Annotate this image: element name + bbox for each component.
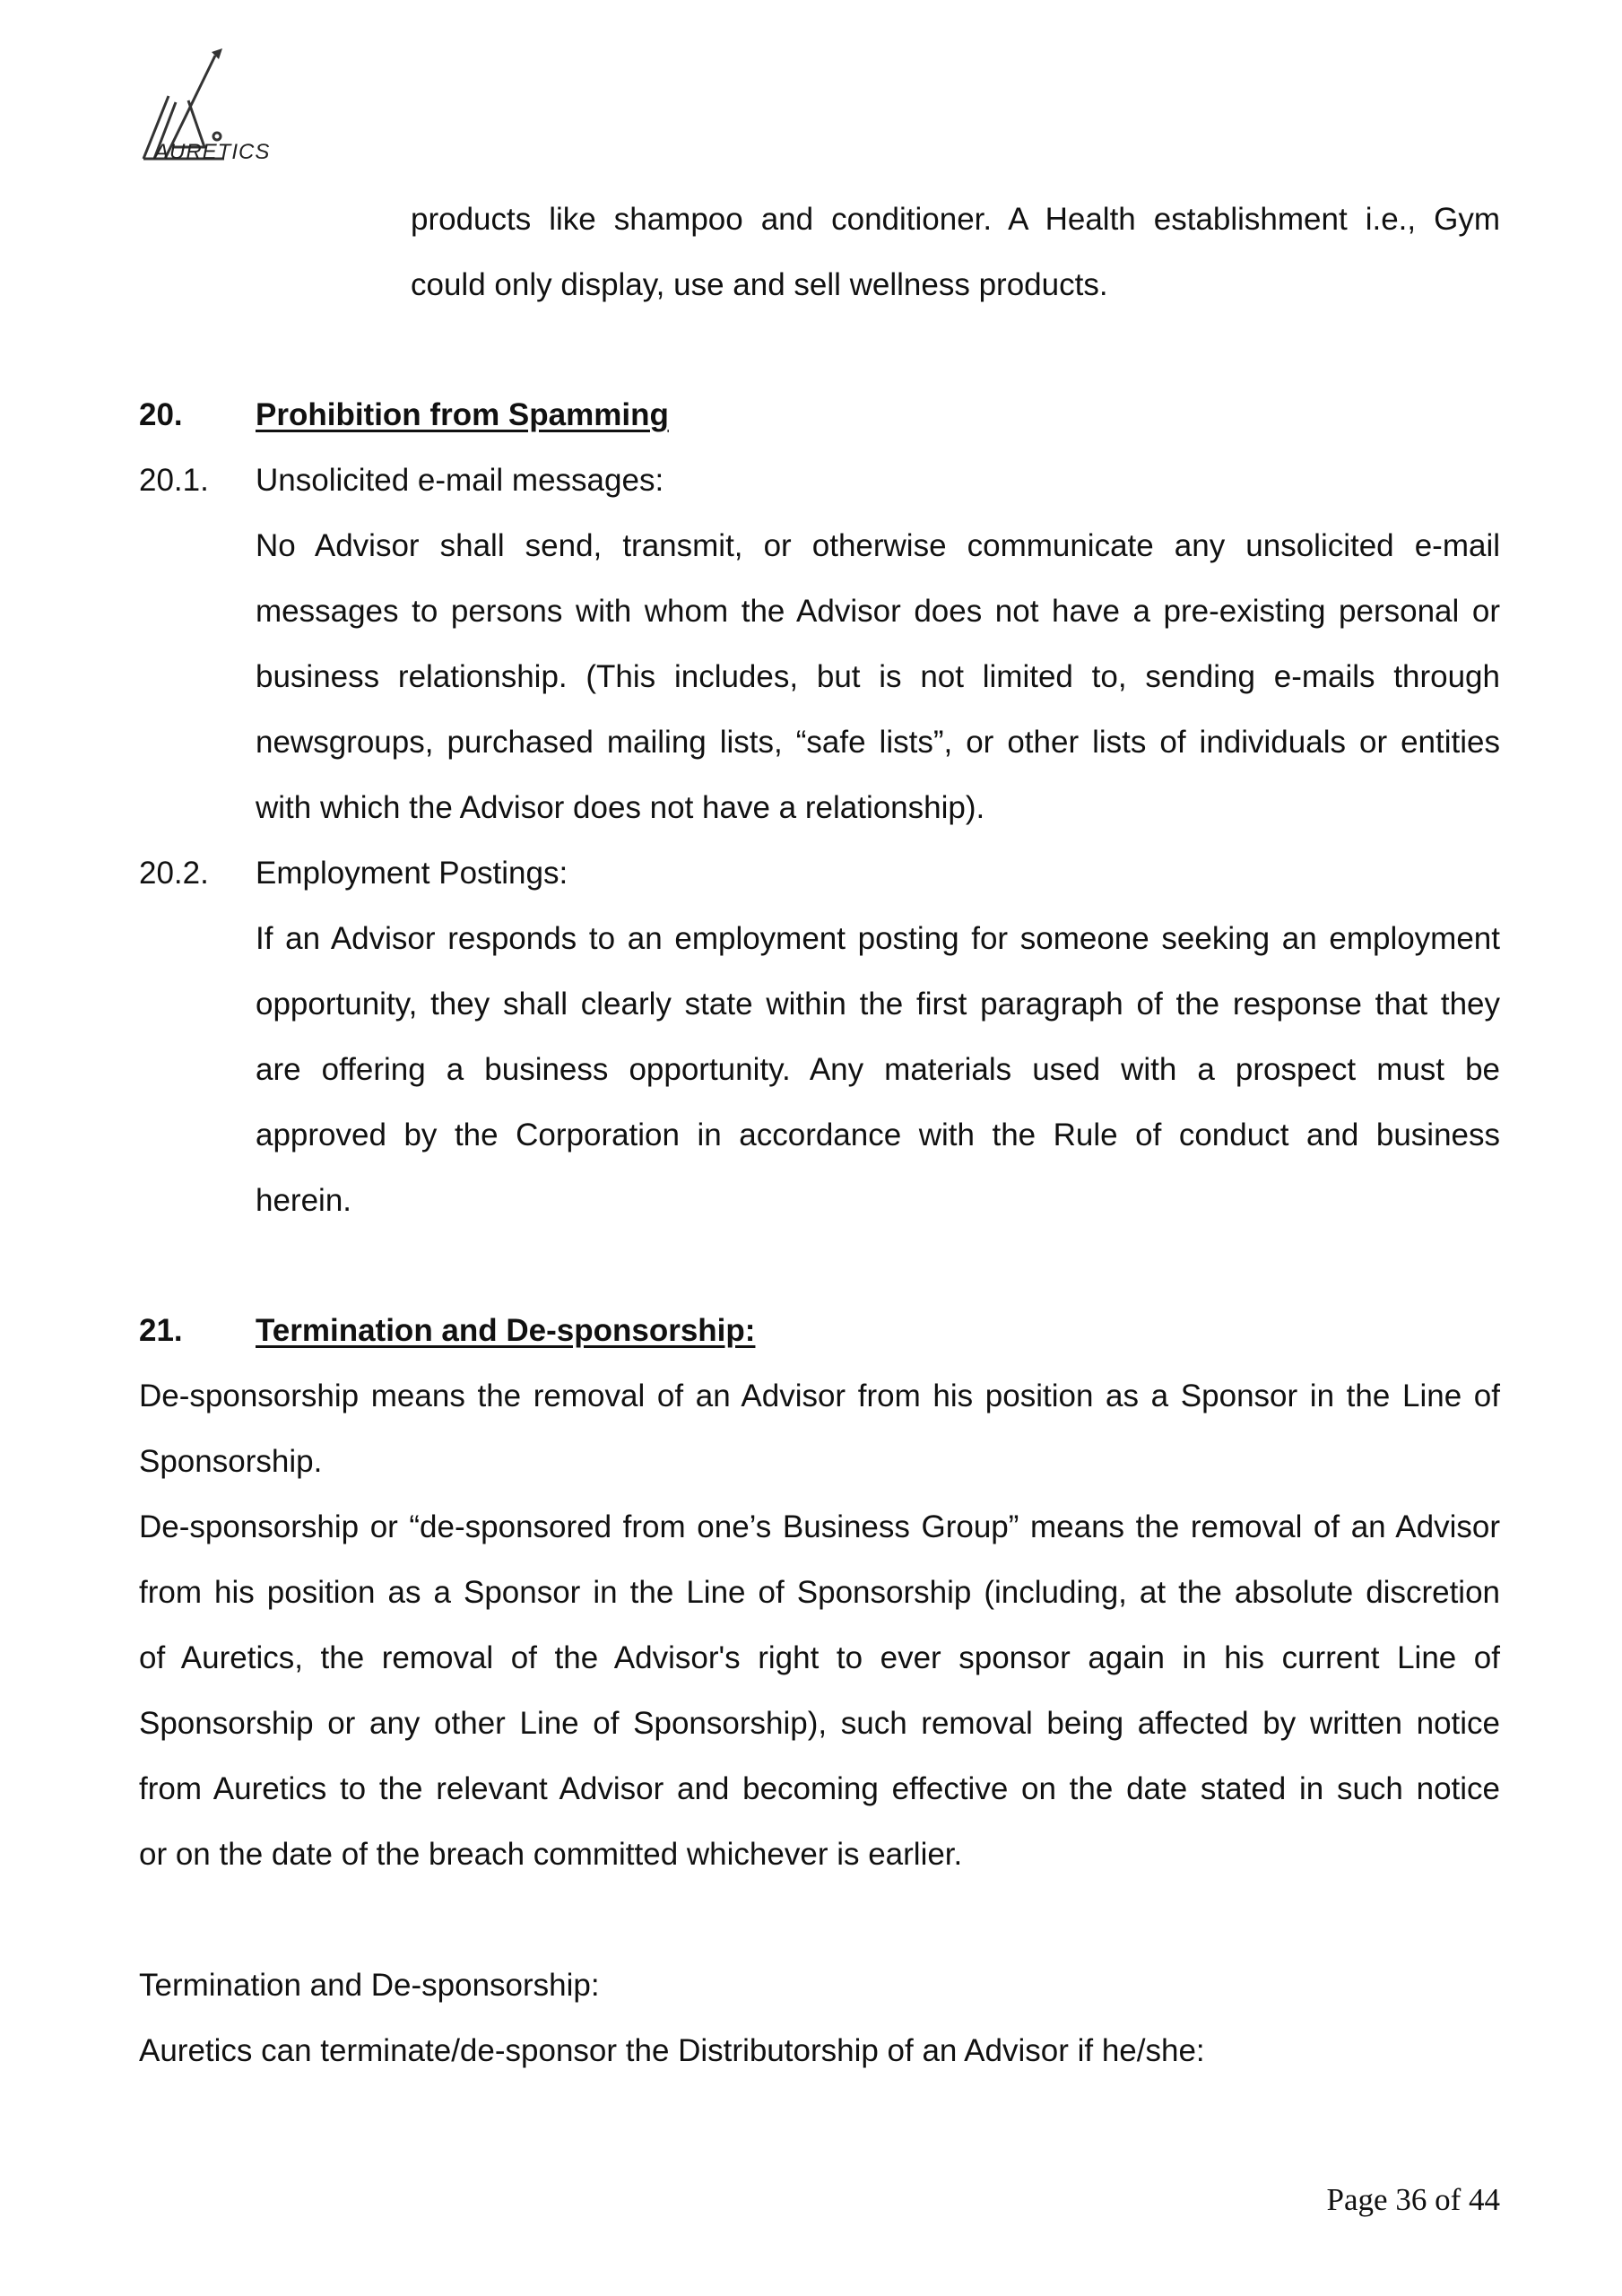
subsection-number: 20.2. bbox=[139, 856, 209, 891]
text-line: from his position as a Sponsor in the Line of Sponsorship (including, at the absolute discretion bbox=[139, 1575, 1500, 1610]
text-line: herein. bbox=[256, 1183, 352, 1218]
text-line: of Auretics, the removal of the Advisor's right to ever sponsor again in his current Line of bbox=[139, 1640, 1500, 1675]
subsection-number: 20.1. bbox=[139, 463, 209, 498]
subsection-heading: Employment Postings: bbox=[256, 856, 568, 891]
text-line: from Auretics to the relevant Advisor and becoming effective on the date stated in such notice bbox=[139, 1771, 1500, 1806]
text-line: Sponsorship. bbox=[139, 1444, 323, 1479]
text-line: If an Advisor responds to an employment posting for someone seeking an employment bbox=[256, 921, 1500, 956]
text-line: messages to persons with whom the Advisor does not have a pre-existing personal or bbox=[256, 594, 1500, 629]
text-line: opportunity, they shall clearly state within the first paragraph of the response that they bbox=[256, 987, 1500, 1022]
section-number: 21. bbox=[139, 1313, 183, 1348]
text-line: business relationship. (This includes, but is not limited to, sending e-mails through bbox=[256, 659, 1500, 694]
text-line: with which the Advisor does not have a relationship). bbox=[256, 790, 985, 825]
text-line: could only display, use and sell wellness products. bbox=[411, 267, 1108, 302]
subheading: Termination and De-sponsorship: bbox=[139, 1968, 600, 2003]
text-line: De-sponsorship or “de-sponsored from one’s Business Group” means the removal of an Advisor bbox=[139, 1509, 1500, 1544]
section-number: 20. bbox=[139, 397, 183, 432]
text-line: or on the date of the breach committed whichever is earlier. bbox=[139, 1837, 963, 1872]
section-title: Termination and De-sponsorship: bbox=[256, 1313, 756, 1348]
section-title: Prohibition from Spamming bbox=[256, 397, 669, 432]
page-number: Page 36 of 44 bbox=[1326, 2182, 1500, 2217]
subsection-heading: Unsolicited e-mail messages: bbox=[256, 463, 664, 498]
logo-wordmark: AURETICS bbox=[154, 140, 271, 164]
text-line: newsgroups, purchased mailing lists, “safe lists”, or other lists of individuals or entities bbox=[256, 725, 1500, 760]
text-line: No Advisor shall send, transmit, or otherwise communicate any unsolicited e-mail bbox=[256, 528, 1500, 563]
text-line: Auretics can terminate/de-sponsor the Distributorship of an Advisor if he/she: bbox=[139, 2033, 1205, 2068]
text-line: products like shampoo and conditioner. A Health establishment i.e., Gym bbox=[411, 202, 1500, 237]
text-line: are offering a business opportunity. Any materials used with a prospect must be bbox=[256, 1052, 1500, 1087]
text-line: Sponsorship or any other Line of Sponsorship), such removal being affected by written notice bbox=[139, 1706, 1500, 1741]
text-line: De-sponsorship means the removal of an Advisor from his position as a Sponsor in the Line of bbox=[139, 1378, 1500, 1413]
text-line: approved by the Corporation in accordance with the Rule of conduct and business bbox=[256, 1118, 1500, 1152]
